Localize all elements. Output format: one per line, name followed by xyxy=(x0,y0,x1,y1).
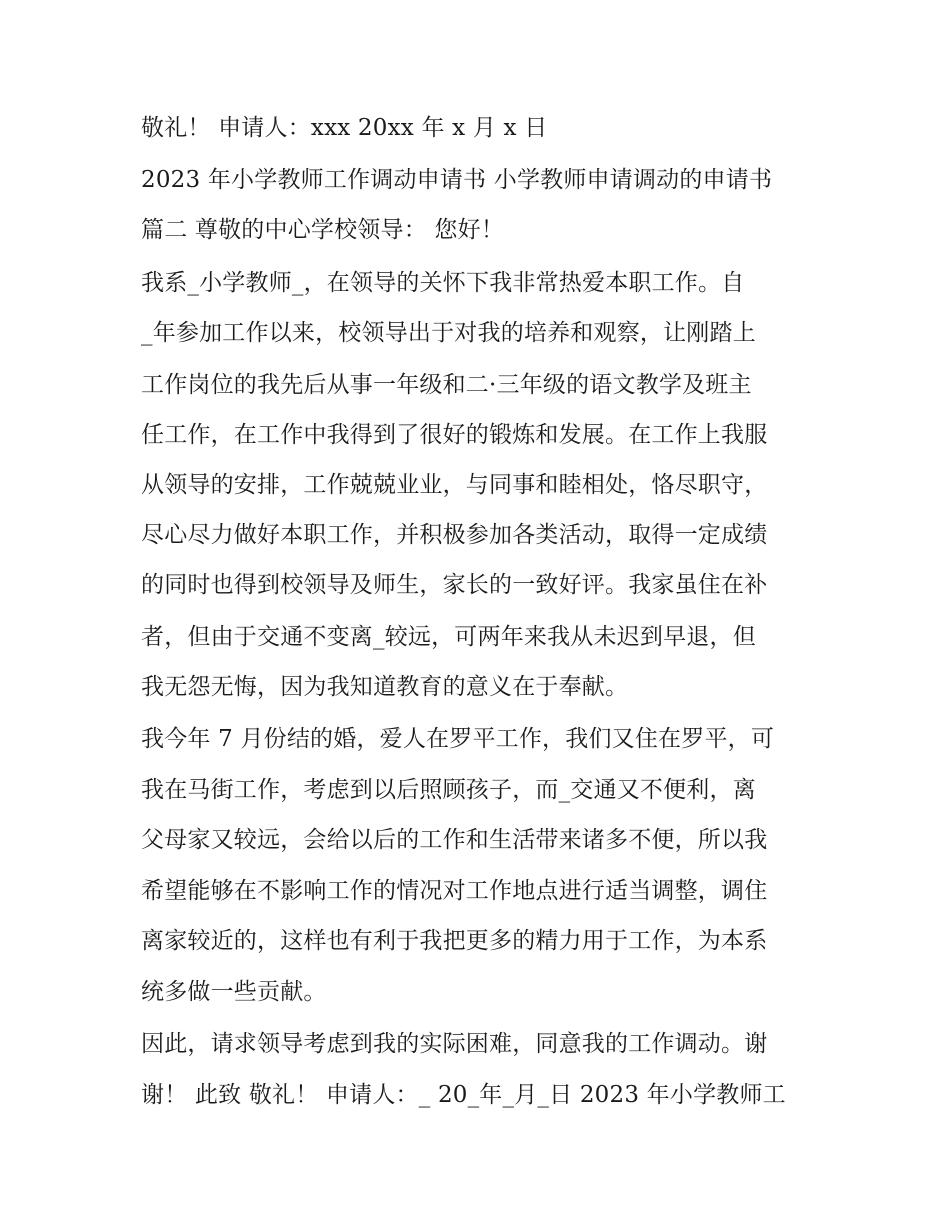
text-line: 者，但由于交通不变离_较远，可两年来我从未迟到早退，但 xyxy=(141,624,756,650)
text-line: 希望能够在不影响工作的情况对工作地点进行适当调整，调住 xyxy=(141,878,768,904)
text-line: 离家较近的，这样也有利于我把更多的精力用于工作，为本系 xyxy=(141,928,768,954)
text-line: 我在马街工作，考虑到以后照顾孩子，而_交通又不便利，离 xyxy=(141,777,756,803)
text-line: 任工作，在工作中我得到了很好的锻炼和发展。在工作上我服 xyxy=(141,422,768,448)
text-line: 谢！ 此致 敬礼！ 申请人：_ 20_年_月_日 2023 年小学教师工 xyxy=(141,1082,786,1108)
text-line: 从领导的安排，工作兢兢业业，与同事和睦相处，恪尽职守， xyxy=(141,472,768,498)
text-line: 父母家又较远，会给以后的工作和生活带来诸多不便，所以我 xyxy=(141,827,768,853)
text-line: 统多做一些贡献。 xyxy=(141,979,327,1005)
text-line: _年参加工作以来，校领导出于对我的培养和观察，让刚踏上 xyxy=(141,320,756,346)
text-line: 尽心尽力做好本职工作，并积极参加各类活动，取得一定成绩 xyxy=(141,522,768,548)
text-line-closing: 敬礼！ 申请人：xxx 20xx 年 x 月 x 日 xyxy=(141,115,548,141)
text-line: 我今年 7 月份结的婚，爱人在罗平工作，我们又住在罗平，可 xyxy=(141,726,775,752)
text-line: 我无怨无悔，因为我知道教育的意义在于奉献。 xyxy=(141,674,629,700)
text-line: 因此，请求领导考虑到我的实际困难，同意我的工作调动。谢 xyxy=(141,1031,768,1057)
text-line: 工作岗位的我先后从事一年级和二·三年级的语文教学及班主 xyxy=(141,372,752,398)
text-line: 的同时也得到校领导及师生，家长的一致好评。我家虽住在补 xyxy=(141,572,768,598)
text-line: 我系_小学教师_，在领导的关怀下我非常热爱本职工作。自 xyxy=(141,270,745,296)
text-line-salutation: 篇二 尊敬的中心学校领导： 您好！ xyxy=(141,217,505,243)
text-line-title: 2023 年小学教师工作调动申请书 小学教师申请调动的申请书 xyxy=(141,167,773,193)
